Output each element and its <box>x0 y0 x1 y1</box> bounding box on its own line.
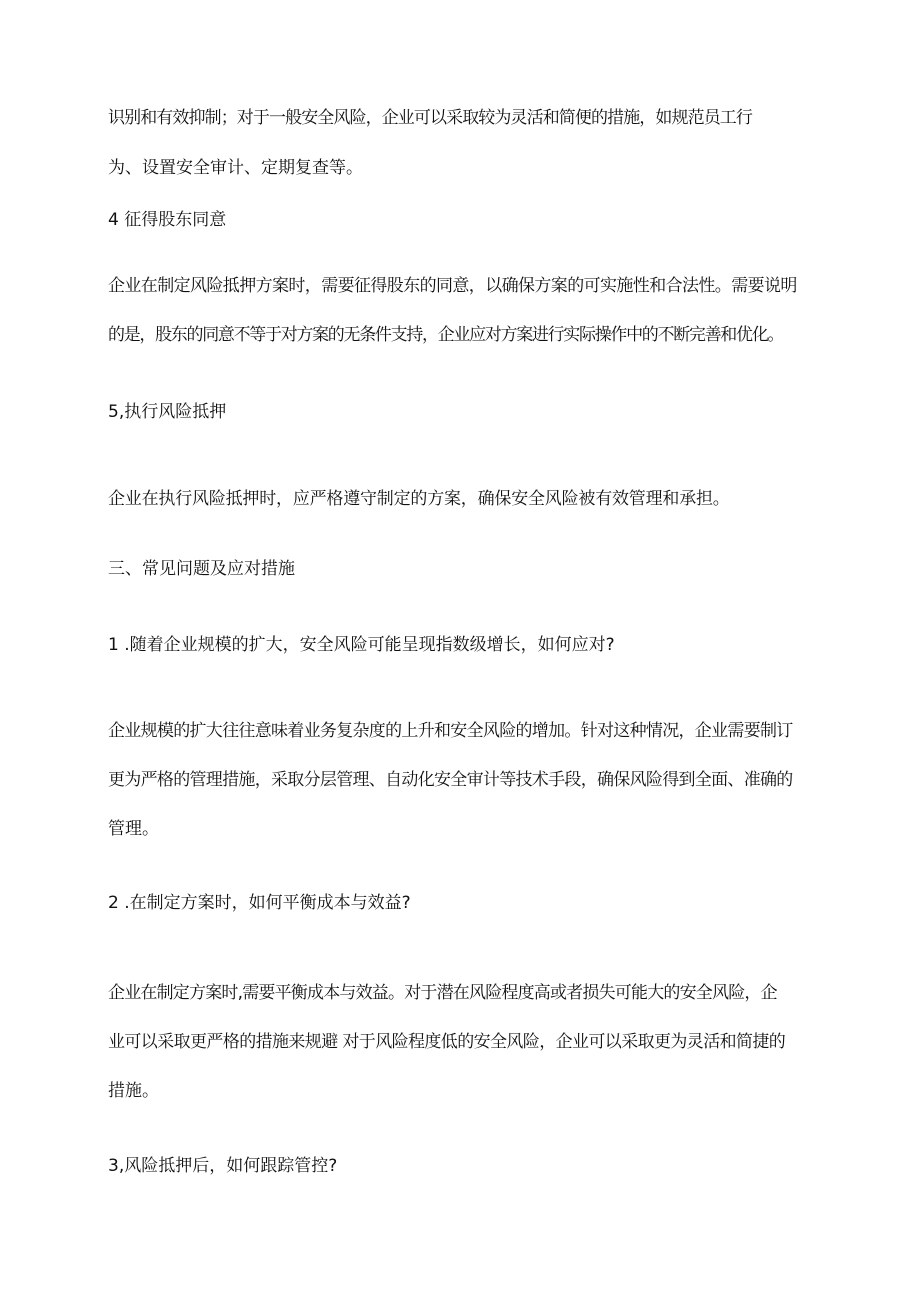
section-heading: 三、常见问题及应对措施 <box>108 559 295 579</box>
paragraph-line: 为、设置安全审计、定期复查等。 <box>108 158 363 178</box>
paragraph-line: 识别和有效抑制；对于一般安全风险，企业可以采取较为灵活和简便的措施，如规范员工行 <box>108 108 752 128</box>
paragraph-line: 的是，股东的同意不等于对方案的无条件支持，企业应对方案进行实际操作中的不断完善和优化。 <box>108 325 784 345</box>
question-heading: 1 .随着企业规模的扩大，安全风险可能呈现指数级增长，如何应对? <box>108 635 615 655</box>
paragraph-line: 管理。 <box>108 819 159 839</box>
paragraph-line: 更为严格的管理措施，采取分层管理、自动化安全审计等技术手段，确保风险得到全面、准确的 <box>108 770 793 790</box>
paragraph-line: 业可以采取更严格的措施来规避 对于风险程度低的安全风险，企业可以采取更为灵活和简捷的 <box>108 1032 786 1052</box>
paragraph-line: 企业在制定风险抵押方案时，需要征得股东的同意，以确保方案的可实施性和合法性。需要说明 <box>108 276 797 296</box>
section-heading: 5,执行风险抵押 <box>108 402 227 422</box>
paragraph-line: 企业在制定方案时,需要平衡成本与效益。对于潜在风险程度高或者损失可能大的安全风险，企 <box>108 983 777 1003</box>
section-heading: 4 征得股东同意 <box>108 210 227 230</box>
paragraph-line: 企业在执行风险抵押时，应严格遵守制定的方案，确保安全风险被有效管理和承担。 <box>108 489 730 509</box>
paragraph-line: 企业规模的扩大往往意味着业务复杂度的上升和安全风险的增加。针对这种情况，企业需要制订 <box>108 721 793 741</box>
paragraph-line: 措施。 <box>108 1081 159 1101</box>
question-heading: 2 .在制定方案时，如何平衡成本与效益? <box>108 893 411 913</box>
question-heading: 3,风险抵押后，如何跟踪管控? <box>108 1156 338 1176</box>
